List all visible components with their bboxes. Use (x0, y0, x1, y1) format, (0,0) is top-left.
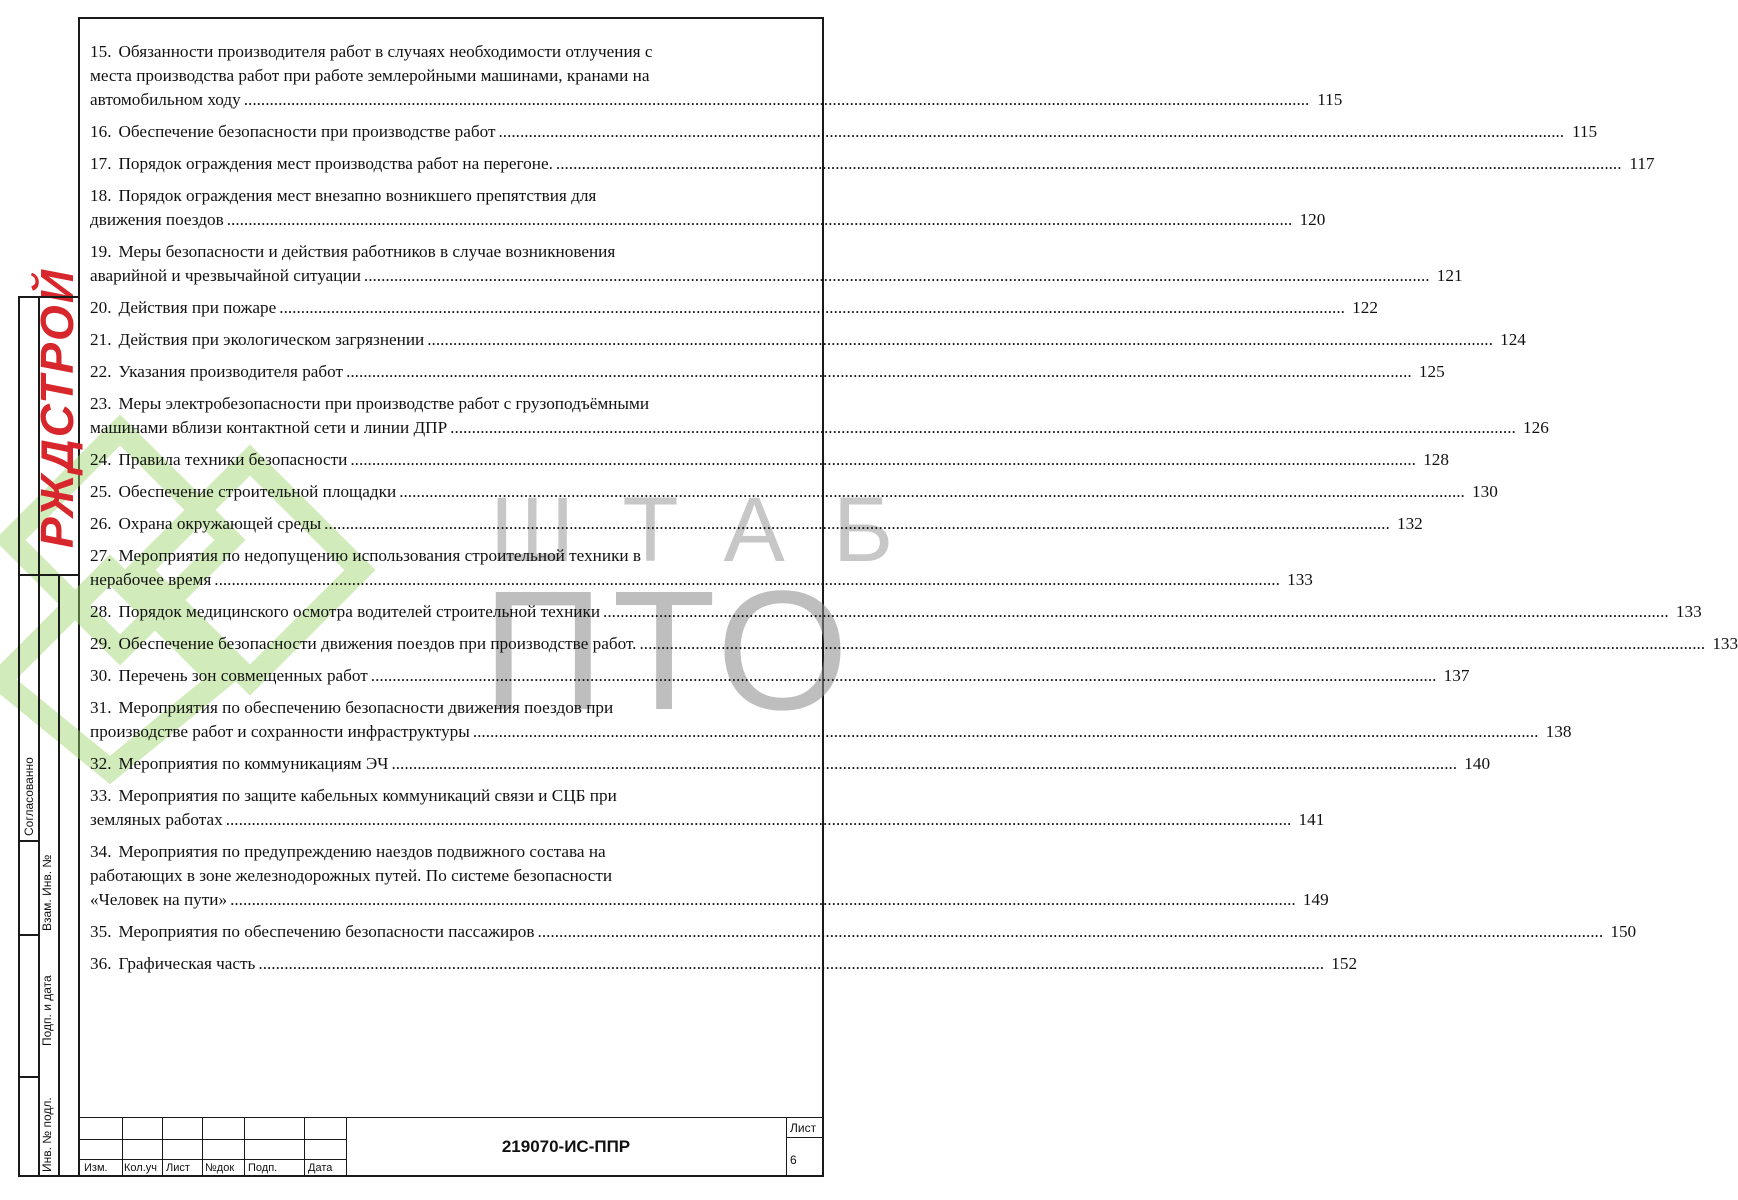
toc-entry-number: 22. (90, 362, 112, 381)
toc-entry-title: автомобильном ходу (90, 90, 241, 109)
toc-page-number: 132 (1396, 514, 1423, 533)
toc-entry-title: Действия при пожаре (118, 298, 277, 317)
toc-entry-number: 33. (90, 786, 112, 805)
toc-leader-dots (427, 328, 1493, 352)
toc-entry-title: Обеспечение безопасности при производстве работ (118, 122, 496, 141)
toc-entry-title: движения поездов (90, 210, 224, 229)
toc-page-number: 133 (1712, 634, 1738, 653)
toc-entry-text-line: Обязанности производителя работ в случаях необходимости отлучения с (118, 42, 653, 61)
toc-entry-text-line: Мероприятия по недопущению использования строительной техники в (118, 546, 642, 565)
toc-page-number: 133 (1287, 570, 1313, 589)
toc-page-number: 152 (1331, 954, 1358, 973)
toc-entry-title: Действия при экологическом загрязнении (118, 330, 425, 349)
toc-page-number: 130 (1472, 482, 1498, 501)
toc-page-number: 125 (1418, 362, 1445, 381)
toc-leader-dots (258, 952, 1324, 976)
toc-entry-text-line: Мероприятия по предупреждению наездов подвижного состава на (118, 842, 606, 861)
toc-entry-text-line: Мероприятия по обеспечению безопасности движения поездов при (118, 698, 614, 717)
toc-entry-number: 27. (90, 546, 112, 565)
toc-page-number: 140 (1464, 754, 1491, 773)
toc-entry-title: Мероприятия по коммуникациям ЭЧ (118, 754, 389, 773)
toc-entry[interactable] (90, 840, 1329, 912)
toc-page-number: 133 (1675, 602, 1702, 621)
toc-page-number: 150 (1610, 922, 1637, 941)
toc-page-number: 126 (1523, 418, 1549, 437)
tb-header-ndok: №док (205, 1162, 235, 1174)
toc-entry[interactable] (90, 448, 1449, 472)
toc-entry[interactable] (90, 544, 1313, 592)
toc-entry-title: Указания производителя работ (118, 362, 344, 381)
toc-entry[interactable] (90, 40, 1343, 112)
toc-page-number: 124 (1500, 330, 1526, 349)
toc-entry-text-line: Порядок ограждения мест внезапно возникшего препятствия для (118, 186, 597, 205)
toc-entry-text-line: Меры электробезопасности при производстве работ с грузоподъёмными (118, 394, 650, 413)
toc-entry[interactable] (90, 696, 1572, 744)
toc-entry[interactable] (90, 920, 1637, 944)
toc-leader-dots (244, 88, 1310, 112)
tb-header-list: Лист (166, 1162, 190, 1174)
toc-leader-dots (230, 888, 1296, 912)
toc-entry[interactable] (90, 480, 1498, 504)
table-of-contents (90, 40, 1738, 984)
toc-leader-dots (371, 664, 1437, 688)
toc-leader-dots (391, 752, 1457, 776)
toc-leader-dots (324, 512, 1390, 536)
toc-entry[interactable] (90, 752, 1491, 776)
toc-leader-dots (399, 480, 1465, 504)
toc-leader-dots (227, 208, 1293, 232)
toc-leader-dots (603, 600, 1669, 624)
side-label-sign-date: Подп. и дата (40, 975, 54, 1046)
toc-entry[interactable] (90, 184, 1326, 232)
toc-leader-dots (473, 720, 1539, 744)
toc-entry-title: производстве работ и сохранности инфраструктуры (90, 722, 470, 741)
toc-entry[interactable] (90, 328, 1526, 352)
toc-entry-number: 17. (90, 154, 112, 173)
toc-leader-dots (350, 448, 1416, 472)
toc-page-number: 117 (1629, 154, 1655, 173)
side-label-inv-orig: Инв. № подл. (40, 1097, 54, 1172)
toc-entry-title: Обеспечение строительной площадки (118, 482, 397, 501)
toc-leader-dots (364, 264, 1430, 288)
toc-entry-title: «Человек на пути» (90, 890, 228, 909)
tb-header-date: Дата (308, 1162, 333, 1174)
side-label-swap-inv: Взам. Инв. № (40, 854, 54, 931)
toc-page-number: 120 (1299, 210, 1326, 229)
sheet-label: Лист (790, 1121, 817, 1135)
toc-entry[interactable] (90, 392, 1549, 440)
toc-entry-title: Перечень зон совмещенных работ (118, 666, 368, 685)
toc-page-number: 122 (1352, 298, 1378, 317)
toc-entry-number: 15. (90, 42, 112, 61)
toc-entry-title: Обеспечение безопасности движения поездов при производстве работ. (118, 634, 637, 653)
toc-entry-number: 18. (90, 186, 112, 205)
company-logo: РЖДСТРОЙ (31, 268, 83, 548)
toc-entry-text-line: работающих в зоне железнодорожных путей. По системе безопасности (90, 866, 613, 885)
toc-entry[interactable] (90, 120, 1598, 144)
toc-leader-dots (346, 360, 1412, 384)
toc-leader-dots (226, 808, 1292, 832)
toc-page-number: 149 (1302, 890, 1329, 909)
toc-entry-number: 30. (90, 666, 112, 685)
toc-entry[interactable] (90, 632, 1738, 656)
toc-entry-number: 23. (90, 394, 112, 413)
document-code: 219070-ИС-ППР (501, 1137, 631, 1156)
toc-leader-dots (214, 568, 1280, 592)
toc-leader-dots (556, 152, 1622, 176)
toc-page-number: 121 (1436, 266, 1463, 285)
toc-page-number: 137 (1443, 666, 1470, 685)
toc-entry-number: 20. (90, 298, 112, 317)
toc-entry[interactable] (90, 784, 1325, 832)
toc-entry-number: 19. (90, 242, 112, 261)
watermark-main-text: ПТО (482, 556, 857, 746)
toc-leader-dots (450, 416, 1516, 440)
toc-entry-number: 26. (90, 514, 112, 533)
title-block (78, 1117, 824, 1177)
toc-entry-title: Графическая часть (118, 954, 256, 973)
watermark-top-text: ШТАБ (490, 479, 942, 581)
toc-leader-dots (639, 632, 1705, 656)
toc-entry[interactable] (90, 240, 1463, 288)
toc-page-number: 138 (1545, 722, 1572, 741)
toc-leader-dots (498, 120, 1564, 144)
toc-entry-title: Правила техники безопасности (118, 450, 348, 469)
toc-entry-number: 21. (90, 330, 112, 349)
toc-entry-number: 34. (90, 842, 112, 861)
toc-entry-number: 16. (90, 122, 112, 141)
toc-entry[interactable] (90, 952, 1358, 976)
toc-entry[interactable] (90, 152, 1655, 176)
toc-leader-dots (538, 920, 1604, 944)
toc-entry-number: 35. (90, 922, 112, 941)
toc-entry-number: 28. (90, 602, 112, 621)
toc-entry[interactable] (90, 296, 1378, 320)
toc-entry-title: Охрана окружающей среды (118, 514, 322, 533)
toc-entry-text-line: места производства работ при работе землеройными машинами, кранами на (90, 66, 650, 85)
toc-entry-title: Порядок медицинского осмотра водителей строительной техники (118, 602, 601, 621)
toc-page-number: 141 (1298, 810, 1325, 829)
sheet-number: 6 (790, 1153, 797, 1167)
toc-entry-title: нерабочее время (90, 570, 212, 589)
toc-entry-title: Порядок ограждения мест производства работ на перегоне. (118, 154, 553, 173)
toc-entry-number: 24. (90, 450, 112, 469)
toc-entry[interactable] (90, 512, 1423, 536)
toc-entry[interactable] (90, 360, 1445, 384)
toc-entry-number: 25. (90, 482, 112, 501)
side-stamp-strip (18, 296, 78, 1177)
toc-entry[interactable] (90, 664, 1470, 688)
toc-page-number: 115 (1317, 90, 1343, 109)
toc-entry-title: машинами вблизи контактной сети и линии ДПР (90, 418, 448, 437)
toc-entry-number: 31. (90, 698, 112, 717)
tb-header-podp: Подп. (248, 1162, 278, 1174)
toc-entry-number: 36. (90, 954, 112, 973)
toc-entry-title: аварийной и чрезвычайной ситуации (90, 266, 361, 285)
toc-entry-title: Мероприятия по обеспечению безопасности пассажиров (118, 922, 535, 941)
tb-header-izm: Изм. (84, 1162, 108, 1174)
toc-entry-number: 32. (90, 754, 112, 773)
toc-entry-title: земляных работах (90, 810, 223, 829)
toc-leader-dots (279, 296, 1345, 320)
toc-entry[interactable] (90, 600, 1702, 624)
side-label-agreed: Согласованно (22, 757, 36, 836)
toc-page-number: 115 (1571, 122, 1598, 141)
toc-entry-text-line: Мероприятия по защите кабельных коммуникаций связи и СЦБ при (118, 786, 617, 805)
tb-header-kol: Кол.уч (124, 1162, 157, 1174)
toc-page-number: 128 (1423, 450, 1449, 469)
toc-entry-number: 29. (90, 634, 112, 653)
toc-entry-text-line: Меры безопасности и действия работников в случае возникновения (118, 242, 616, 261)
